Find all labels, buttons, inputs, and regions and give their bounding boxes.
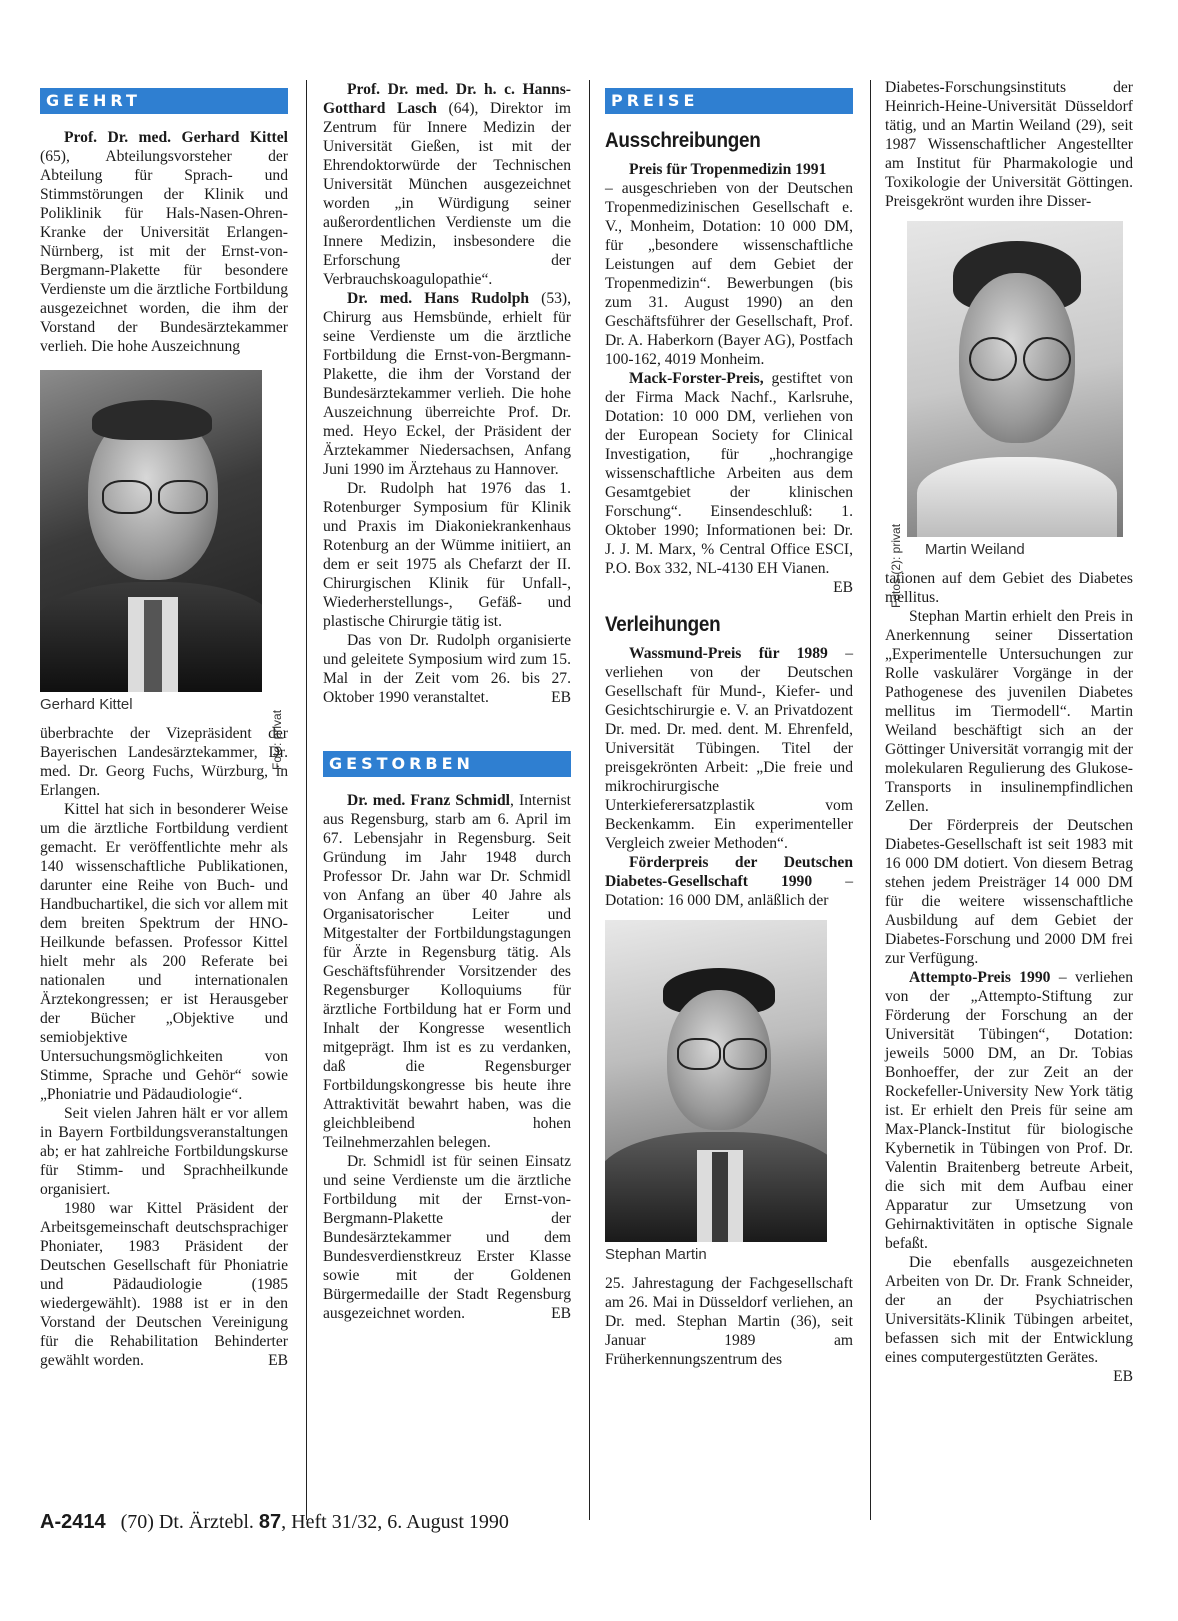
foerder-entry: Förderpreis der Deutschen Diabetes-Gesellschaft 1990 – Dotation: 16 000 DM, anläßlich der	[605, 854, 853, 909]
section-geehrt: GEEHRT	[40, 88, 288, 114]
rudolph-p3: Das von Dr. Rudolph organisierte und geleitete Symposium wird zum 15. Mal in der Zeit vom 26. bis 27. Oktober 1990 veranstaltet. EB	[323, 632, 571, 706]
martin-photo	[605, 920, 827, 1242]
tropen-title: Preis für Tropenmedizin 1991	[629, 161, 827, 178]
section-preise: PREISE	[605, 88, 853, 114]
schneider-paragraph: Die ebenfalls ausgezeichneten Arbeiten von Dr. Dr. Frank Schneider, der an der Psychiatrischen Universitäts-Klinik Tübingen arbeitet, befassen sich mit der Entwicklung eines computergestützten Gerätes. EB	[885, 1254, 1133, 1385]
attempto-entry: Attempto-Preis 1990 – verliehen von der „Attempto-Stiftung zur Förderung der Forschung an der Universität Tübingen“, Dotation: jeweils 5000 DM, an Dr. Tobias Bonhoeffer, der zur Zeit an der Rockefeller-University New York tätig ist. Er erhielt den Preis für seine am Max-Planck-Institut für biologische Kybernetik in Tübingen von Prof. Dr. Valentin Braitenberg betreute Arbeit, die sich mit dem Aufbau einer Apparatur zur Umsetzung von Gehirnaktivitäten in optische Signale befaßt.	[885, 969, 1133, 1252]
mack-title: Mack-Forster-Preis,	[629, 370, 764, 387]
section-gestorben: GESTORBEN	[323, 751, 571, 777]
rudolph-p2: Dr. Rudolph hat 1976 das 1. Rotenburger Symposium für Klinik und Praxis im Diakoniekrankenhaus Rotenburg an der Wümme initiiert, an dem er seit 1975 als Chefarzt der II. Chirurgischen Klinik für Unfall-, Wiederherstellungs-, Gefäß- und plastische Chirurgie tätig ist.	[323, 480, 571, 630]
kittel-p3: Seit vielen Jahren hält er vor allem in Bayern Fortbildungsveranstaltungen ab; er hat zahlreiche Fortbildungskurse für Stimm- und Sprachheilkunde organisiert.	[40, 1105, 288, 1198]
schmidl-name: Dr. med. Franz Schmidl	[347, 792, 510, 809]
subhead-verleihungen: Verleihungen	[605, 613, 721, 636]
kittel-caption: Gerhard Kittel	[40, 696, 133, 713]
photo-glasses-left	[969, 337, 1017, 381]
photo-glasses-left	[677, 1038, 721, 1070]
martin-caption: Stephan Martin	[605, 1246, 707, 1263]
photo-tie	[144, 600, 162, 692]
rudolph-name: Dr. med. Hans Rudolph	[347, 290, 530, 307]
attempto-title: Attempto-Preis 1990	[909, 969, 1051, 986]
column-rule-1	[306, 80, 307, 1520]
subhead-ausschreibungen: Ausschreibungen	[605, 129, 761, 152]
column-3	[605, 80, 853, 1369]
kittel-cont: überbrachte der Vizepräsident der Bayerischen Landesärztekammer, Dr. med. Dr. Georg Fuchs, Würzburg, in Erlangen.	[40, 725, 288, 799]
kittel-intro: Prof. Dr. med. Gerhard Kittel (65), Abteilungsvorsteher der Abteilung für Sprach- und Stimmstörungen der Klinik und Poliklinik für Hals-Nasen-Ohren-Kranke der Universität Erlangen-Nürnberg, ist mit der Ernst-von-Bergmann-Plakette für besondere Verdienste um die ärztliche Fortbildung ausgezeichnet worden, die ihm der Vorstand der Bundesärztekammer verlieh. Die hohe Auszeichnung	[40, 129, 288, 355]
mack-entry: Mack-Forster-Preis, gestiftet von der Firma Mack Nachf., Karlsruhe, Dotation: 10 000 DM, verliehen von der European Society for Clinical Investigation, für „hochrangige wissenschaftliche Arbeiten aus dem Gesamtgebiet der klinischen Forschung“. Einsendeschluß: 1. Oktober 1990; Informationen bei: Dr. J. J. M. Marx, % Central Office ESCI, P.O. Box 332, NL-4130 EH Vianen. EB	[605, 370, 853, 596]
schmidl-p2: Dr. Schmidl ist für seinen Einsatz und seine Verdienste um die ärztliche Fortbildung mit der Ernst-von-Bergmann-Plakette der Bundesärztekammer und dem Bundesverdienstkreuz Erster Klasse sowie mit der Goldenen Bürgermedaille der Stadt Regensburg ausgezeichnet worden. EB	[323, 1153, 571, 1322]
weiland-photo	[907, 221, 1123, 537]
photo-glasses-right	[1023, 337, 1071, 381]
author-initials: EB	[1113, 1368, 1133, 1385]
rudolph-entry: Dr. med. Hans Rudolph (53), Chirurg aus Hemsbünde, erhielt für seine Verdienste um die ärztliche Fortbildung die Ernst-von-Bergmann-Plakette, die ihm der Vorstand der Bundesärztekammer verlieh. Die hohe Auszeichnung überreichte Prof. Dr. med. Heyo Eckel, der Präsident der Ärztekammer Niedersachsen, Anfang Juni 1990 im Ärztehaus zu Hannover.	[323, 290, 571, 478]
author-initials: EB	[551, 1305, 571, 1322]
photo-glasses-right	[723, 1038, 767, 1070]
author-initials: EB	[551, 689, 571, 706]
page-code: A-2414	[40, 1511, 106, 1533]
column-rule-2	[589, 80, 590, 1520]
lasch-name: Prof. Dr. med. Dr. h. c. Hanns-Gotthard Lasch	[323, 81, 571, 117]
volume-number: 87	[258, 1511, 282, 1533]
wassmund-entry: Wassmund-Preis für 1989 – verliehen von der Deutschen Gesellschaft für Mund-, Kiefer- und Gesichtschirurgie e. V. an Privatdozent Dr. med. Dr. med. dent. M. Ehrenfeld, Universität Tübingen. Titel der preisgekrönten Arbeit: „Die freie und mikrochirurgische Unterkieferersatzplastik vom Beckenkamm. Ein experimenteller Vergleich zweier Methoden“.	[605, 645, 853, 852]
wassmund-title: Wassmund-Preis für 1989	[629, 645, 828, 662]
foerder-cont2: Diabetes-Forschungsinstituts der Heinrich-Heine-Universität Düsseldorf tätig, und an Martin Weiland (29), seit 1987 Wissenschaftlicher Angestellter am Institut für Pharmakologie und Toxikologie der Universität Göttingen. Preisgekrönt wurden ihre Disser-	[885, 79, 1133, 210]
foerder-cont: 25. Jahrestagung der Fachgesellschaft am 26. Mai in Düsseldorf verliehen, an Dr. med. Stephan Martin (36), seit Januar 1989 am Früherkennungszentrum des	[605, 1275, 853, 1368]
author-initials: EB	[833, 579, 853, 596]
page-footer: A-2414 (70) Dt. Ärztebl. 87, Heft 31/32, 6. August 1990	[40, 1511, 509, 1533]
kittel-name: Prof. Dr. med. Gerhard Kittel	[64, 129, 288, 146]
photo-credit: Foto: privat	[270, 709, 284, 770]
author-initials: EB	[268, 1352, 288, 1369]
lasch-entry: Prof. Dr. med. Dr. h. c. Hanns-Gotthard Lasch (64), Direktor im Zentrum für Innere Medizin der Universität Gießen, ist mit der Ehrendoktorwürde der Technischen Universität München ausgezeichnet worden „in Würdigung seiner außerordentlichen Verdienste um die Innere Medizin, insbesondere die Erforschung der Verbrauchskoagulopathie“.	[323, 81, 571, 288]
schmidl-entry: Dr. med. Franz Schmidl, Internist aus Regensburg, starb am 6. April im 67. Lebensjahr in Regensburg. Seit Gründung im Jahr 1948 durch Professor Dr. Jahn war Dr. Schmidl von Anfang an über 40 Jahre als Organisatorischer Leiter und Mitgestalter der Fortbildungstagungen für Ärzte in Regensburg tätig. Als Geschäftsführender Vorsitzender des Regensburger Kolloquiums für ärztliche Fortbildung hat er Form und Inhalt der Kongresse wesentlich mitgeprägt. Ihm ist es zu verdanken, daß die Regensburger Fortbildungskongresse bis heute ihre Attraktivität bewahrt haben, was die gleichbleibend hohen Teilnehmerzahlen belegen.	[323, 792, 571, 1151]
foerder-paragraph: Der Förderpreis der Deutschen Diabetes-Gesellschaft ist seit 1983 mit 16 000 DM dotiert. Von diesem Betrag stehen jedem Preisträger 14 000 DM für die weitere wissenschaftliche Ausbildung auf dem Gebiet der Diabetes-Forschung und 2000 DM frei zur Verfügung.	[885, 817, 1133, 967]
photo-glasses-left	[102, 480, 152, 514]
tropen-text: – ausgeschrieben von der Deutschen Tropenmedizinischen Gesellschaft e. V., Monheim, Dotation: 10 000 DM, für „besondere wissenschaftliche Leistungen auf dem Gebiet der Tropenmedizin“. Bewerbungen (bis zum 31. August 1990) an den Geschäftsführer der Gesellschaft, Prof. Dr. A. Haberkorn (Bayer AG), Postfach 100-162, 4019 Monheim.	[605, 180, 853, 368]
column-rule-3	[870, 80, 871, 1520]
kittel-photo	[40, 370, 262, 692]
column-1	[40, 80, 288, 1370]
photo-glasses-right	[158, 480, 208, 514]
photo-shirt-collar	[917, 457, 1117, 537]
foerder-cont3: tationen auf dem Gebiet des Diabetes mellitus.	[885, 570, 1133, 606]
photo-tie	[712, 1152, 728, 1242]
martin-paragraph: Stephan Martin erhielt den Preis in Anerkennung seiner Dissertation „Experimentelle Untersuchungen zur Rolle vaskulärer Vorgänge in der Pathogenese des juvenilen Diabetes mellitus im Tiermodell“. Martin Weiland beschäftigt sich an der Göttinger Universität vorrangig mit der molekularen Regulierung des Glukose-Transports in insulinempfindlichen Zellen.	[885, 608, 1133, 815]
photo-hair	[92, 400, 212, 440]
column-2	[323, 80, 571, 1323]
weiland-caption: Martin Weiland	[925, 541, 1025, 558]
kittel-p4: 1980 war Kittel Präsident der Arbeitsgemeinschaft deutschsprachiger Phoniater, 1983 Präsident der Deutschen Gesellschaft für Phoniatrie und Pädaudiologie (1985 wiedergewählt). 1988 ist er in den Vorstand der Deutschen Vereinigung für die Rehabilitation Behinderter gewählt worden. EB	[40, 1200, 288, 1369]
photo-credit: Fotos (2): privat	[889, 523, 903, 608]
column-4	[885, 78, 1133, 1386]
kittel-p2: Kittel hat sich in besonderer Weise um die ärztliche Fortbildung verdient gemacht. Er veröffentlichte mehr als 140 wissenschaftliche Publikationen, darunter eine Reihe von Buch- und Handbuchartikel, die sich vor allem mit dem breiten Spektrum der HNO-Heilkunde befassen. Professor Kittel hielt mehr als 200 Referate bei nationalen und internationalen Ärztekongressen; er ist Herausgeber der Bücher „Objektive und semiobjektive Untersuchungsmöglichkeiten von Stimme, Sprache und Gehör“ sowie „Phoniatrie und Pädaudiologie“.	[40, 801, 288, 1103]
tropen-entry	[605, 160, 853, 179]
foerder-title: Förderpreis der Deutschen Diabetes-Gesellschaft 1990	[605, 854, 853, 890]
